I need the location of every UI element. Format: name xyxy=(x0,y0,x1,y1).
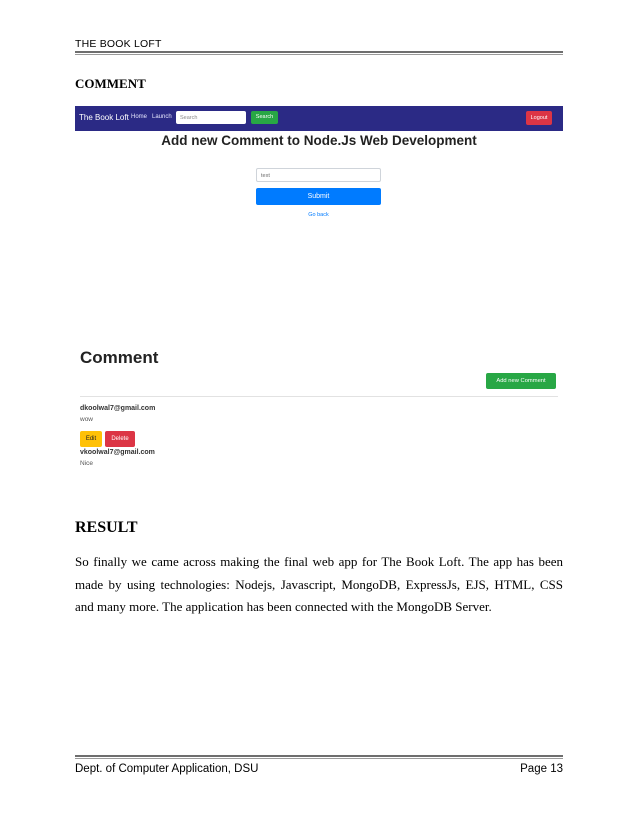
comment-text: Nice xyxy=(80,460,94,467)
navbar-brand[interactable]: The Book Loft xyxy=(79,113,129,122)
logout-button[interactable]: Logout xyxy=(526,111,552,125)
page-header-title: THE BOOK LOFT xyxy=(75,38,162,50)
comment-section-title: COMMENT xyxy=(75,76,146,91)
footer-rule xyxy=(75,755,563,757)
search-button[interactable]: Search xyxy=(251,111,278,124)
navbar xyxy=(75,106,563,131)
go-back-link[interactable]: Go back xyxy=(308,212,329,218)
result-paragraph: So finally we came across making the final web app for The Book Loft. The app has been made by using technologies: Nodejs, Javascript, MongoDB, ExpressJs, EJS, HTML, CSS and many more. The application has been connected with the MongoDB Server. xyxy=(75,554,563,614)
comment-author: vkoolwal7@gmail.com xyxy=(80,449,155,456)
header-rule-thin xyxy=(75,54,563,55)
result-section-title: RESULT xyxy=(75,519,138,536)
footer-page-number: Page 13 xyxy=(520,763,563,775)
add-comment-button[interactable]: Add new Comment xyxy=(486,373,556,389)
comment-author: dkoolwal7@gmail.com xyxy=(80,405,156,412)
delete-button[interactable]: Delete xyxy=(105,431,135,447)
comments-divider xyxy=(80,396,558,397)
comment-text: wow xyxy=(80,416,94,423)
footer-rule-thin xyxy=(75,758,563,759)
comments-screenshot xyxy=(75,343,563,483)
comments-heading: Comment xyxy=(80,348,159,367)
add-comment-screenshot xyxy=(75,106,563,334)
header-rule xyxy=(75,51,563,53)
add-comment-heading: Add new Comment to Node.Js Web Development xyxy=(161,133,477,148)
nav-link-home[interactable]: Home xyxy=(131,114,148,120)
comment-text-input[interactable]: text xyxy=(256,168,381,182)
nav-link-launch[interactable]: Launch xyxy=(152,114,172,120)
edit-button[interactable]: Edit xyxy=(80,431,102,447)
submit-button[interactable]: Submit xyxy=(256,188,381,205)
search-input[interactable]: Search xyxy=(176,111,246,124)
footer-department: Dept. of Computer Application, DSU xyxy=(75,763,259,775)
